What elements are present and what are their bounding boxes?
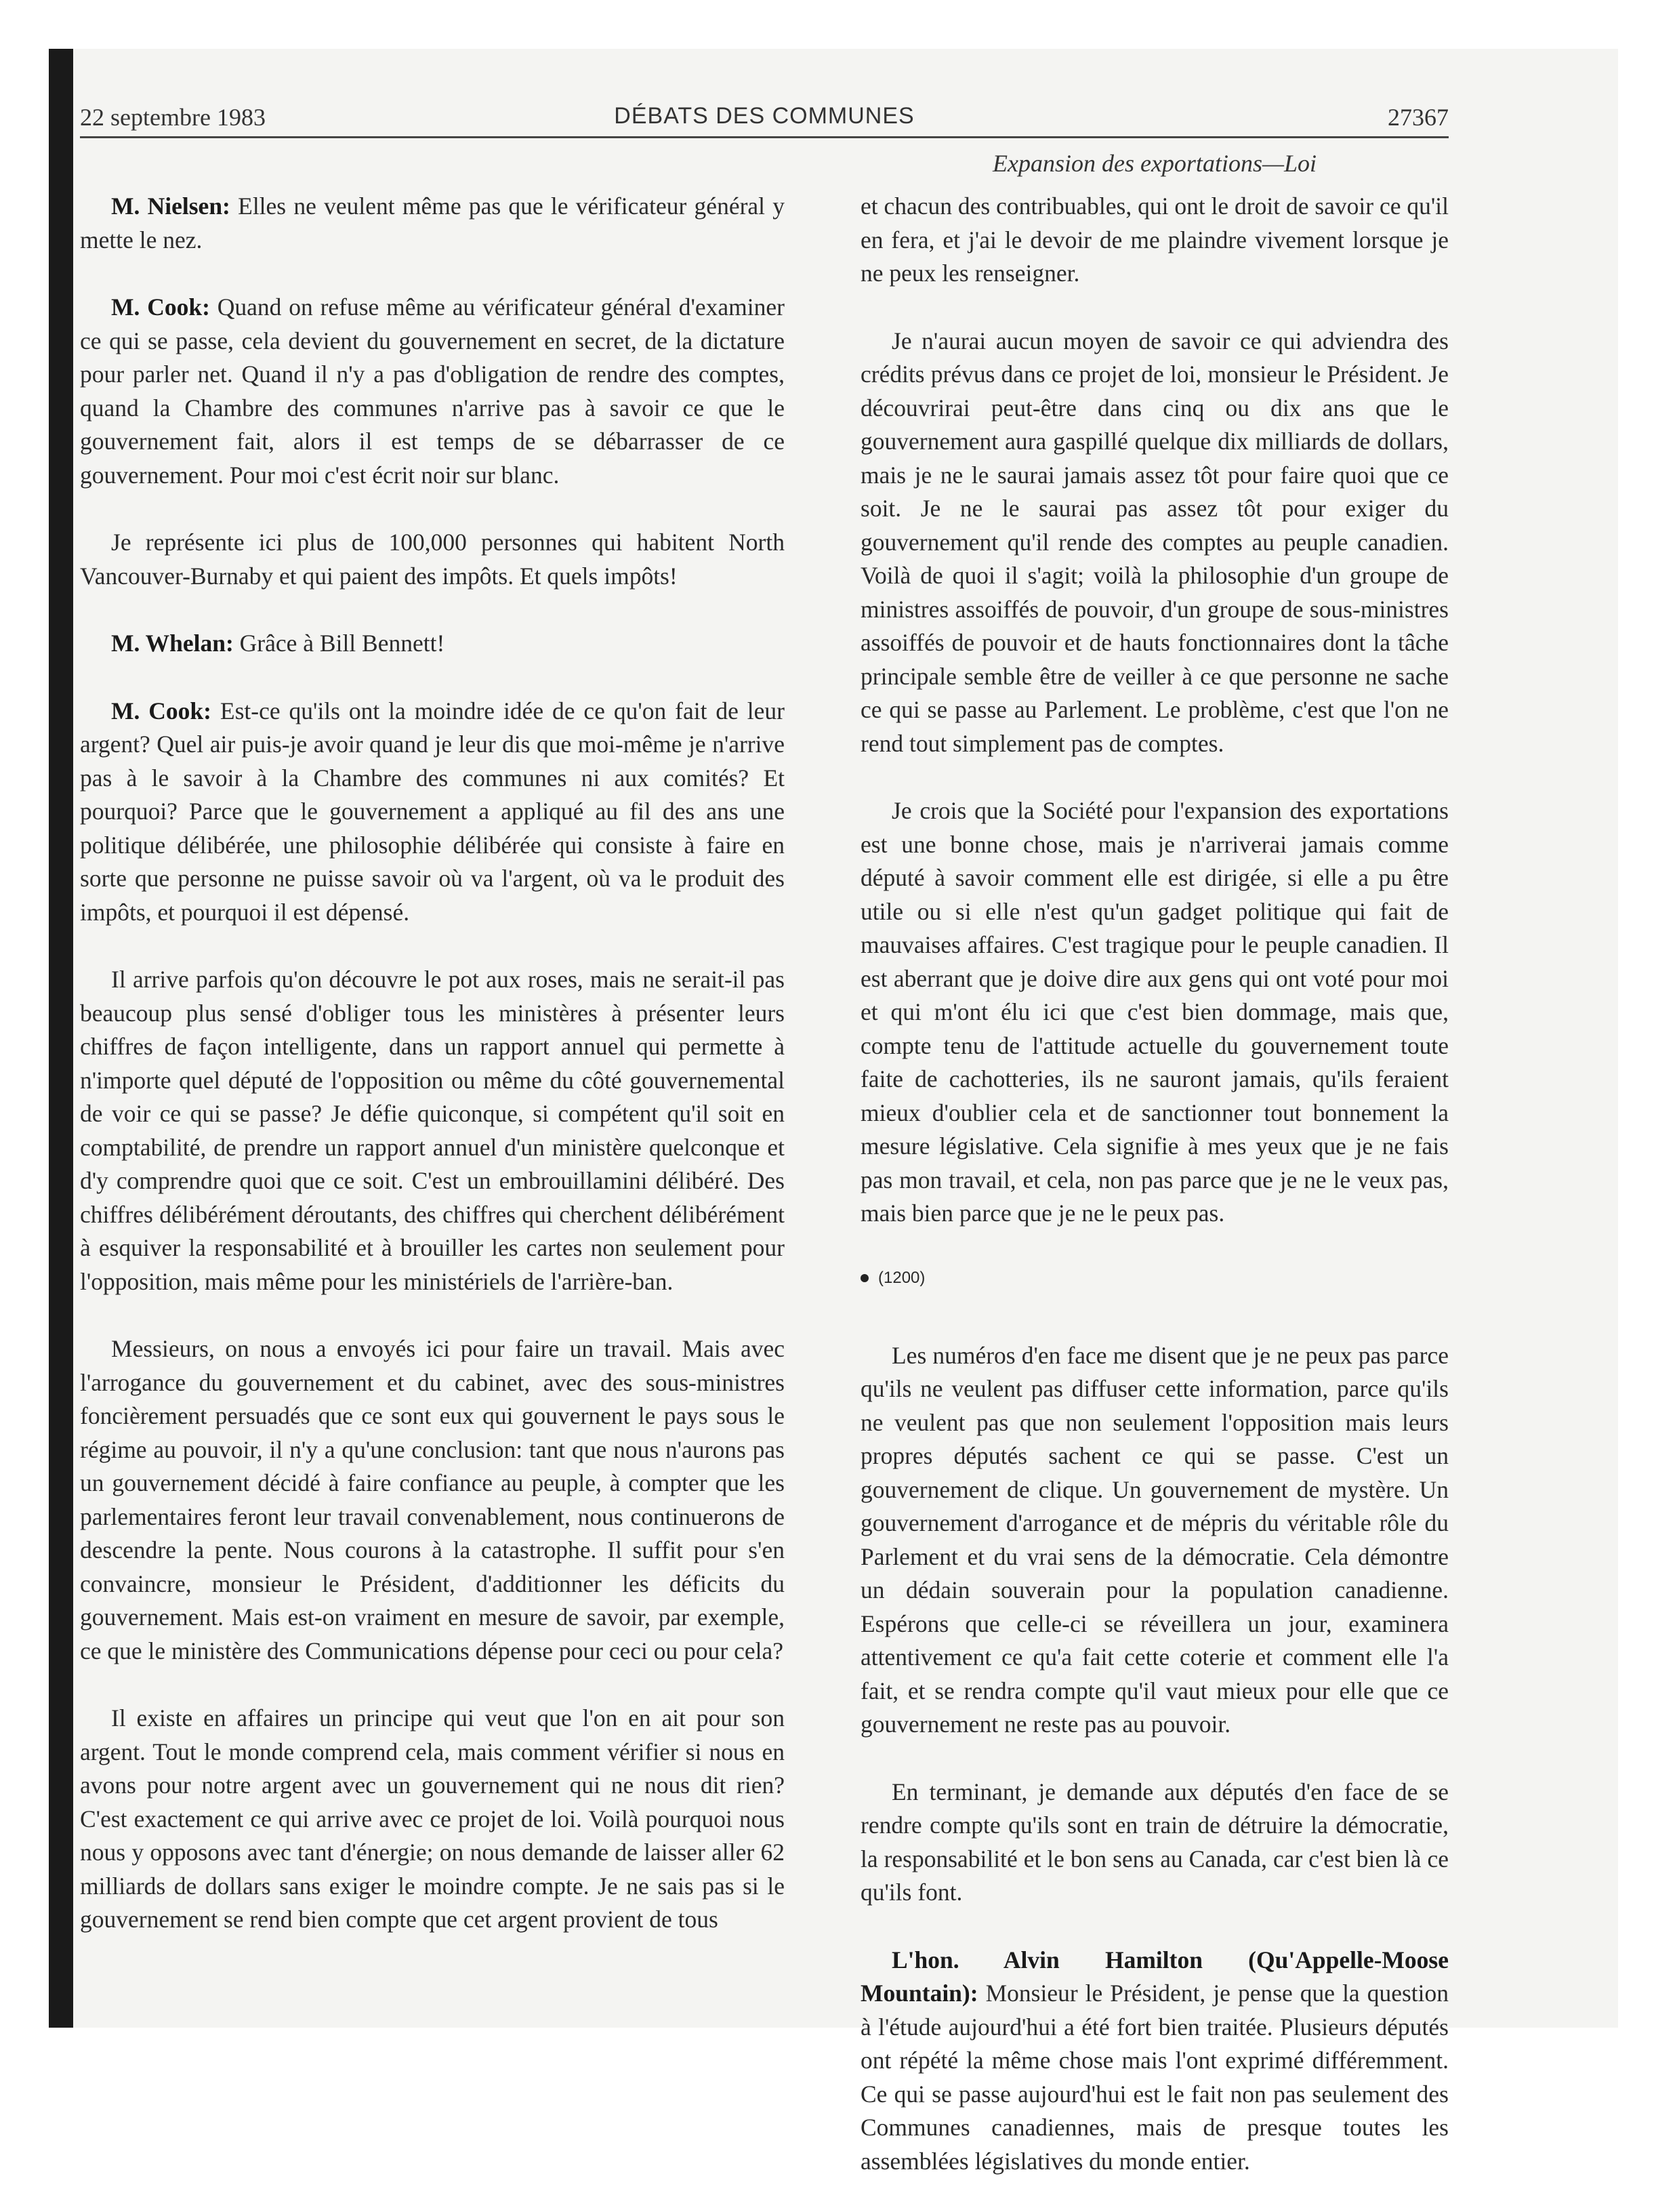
paragraph-text: Je représente ici plus de 100,000 personnes qui habitent North Vancouver-Burnaby et qui paient des impôts. Et quels impôts! (80, 529, 785, 590)
paragraph (80, 526, 785, 593)
paragraph-text: Je crois que la Société pour l'expansion des exportations est une bonne chose, mais je n'arriverai jamais comme député à savoir comment elle est dirigée, si elle a pu être utile ou si elle n'est qu'un gadget politique qui fait de mauvaises affaires. C'est tragique pour le peuple canadien. Il est aberrant que je doive dire aux gens qui ont voté pour moi et qui m'ont élu ici que c'est bien dommage, mais que, compte tenu de l'attitude actuelle du gouvernement toute faite de cachotteries, ils ne sauront jamais, qu'ils feraient mieux d'oublier cela et de sanctionner tout bonnement la mesure législative. Cela signifie à mes yeux que je ne fais pas mon travail, et cela, non pas parce que je ne le veux pas, mais bien parce que je ne le peux pas. (861, 797, 1449, 1227)
paragraph (861, 1776, 1449, 1910)
paragraph-text: Je n'aurai aucun moyen de savoir ce qui adviendra des crédits prévus dans ce projet de loi, monsieur le Président. Je découvrirai peut-être dans cinq ou dix ans que le gouvernement aura gaspillé quelque dix milliards de dollars, mais je ne le saurai jamais assez tôt pour faire quoi que ce soit. Je ne le saurai pas assez tôt pour exiger du gouvernement qu'il rende des comptes au peuple canadien. Voilà de quoi il s'agit; voilà la philosophie d'un groupe de ministres assoiffés de pouvoir, d'un groupe de sous-ministres assoiffés de pouvoir et de hauts fonctionnaires dont la tâche principale semble être de veiller à ce que personne ne sache ce qui se passe au Parlement. Le problème, c'est que l'on ne rend tout simplement pas de comptes. (861, 327, 1449, 757)
timestamp-marker (861, 1265, 1449, 1292)
header-date: 22 septembre 1983 (80, 104, 266, 131)
header-title: DÉBATS DES COMMUNES (614, 103, 915, 129)
paragraph (861, 325, 1449, 761)
speaker-name: M. Cook: (111, 293, 210, 321)
timestamp-text: (1200) (878, 1268, 926, 1287)
speaker-name: M. Nielsen: (111, 192, 230, 220)
right-column (861, 190, 1449, 2212)
paragraph (861, 1339, 1449, 1742)
paragraph (80, 695, 785, 930)
paragraph-text: Les numéros d'en face me disent que je ne peux pas parce qu'ils ne veulent pas diffuser cette information, parce qu'ils ne veulent pas que non seulement l'opposition mais leurs propres députés sachent ce qui se passe. C'est un gouvernement de clique. Un gouvernement de mystère. Un gouvernement d'arrogance et de mépris du véritable rôle du Parlement et du vrai sens de la démocratie. Cela démontre un dédain souverain pour la population canadienne. Espérons que celle-ci se réveillera un jour, examinera attentivement ce qu'a fait cette coterie et comment elle l'a fait, et se rendra compte qu'il vaut mieux pour elle que ce gouvernement ne reste pas au pouvoir. (861, 1341, 1449, 1738)
speaker-name: M. Cook: (111, 697, 212, 724)
paragraph (861, 190, 1449, 291)
left-column (80, 190, 785, 1971)
bullet-icon (861, 1274, 869, 1282)
paragraph (861, 794, 1449, 1231)
paragraph (861, 1944, 1449, 2179)
paragraph-text: Il existe en affaires un principe qui veut que l'on en ait pour son argent. Tout le monde comprend cela, mais comment vérifier si nous en avons pour notre argent avec un gouvernement qui ne nous dit rien? C'est exactement ce qui arrive avec ce projet de loi. Voilà pourquoi nous nous y opposons avec tant d'énergie; on nous demande de laisser aller 62 milliards de dollars sans exiger le moindre compte. Je ne sais pas si le gouvernement se rend bien compte que cet argent provient de tous (80, 1704, 785, 1933)
paragraph-text: Quand on refuse même au vérificateur général d'examiner ce qui se passe, cela devient du gouvernement en secret, de la dictature pour parler net. Quand il n'y a pas d'obligation de rendre des comptes, quand la Chambre des communes n'arrive pas à savoir ce que le gouvernement fait, alors il est temps de se débarrasser de ce gouvernement. Pour moi c'est écrit noir sur blanc. (80, 293, 785, 489)
paragraph-text: Grâce à Bill Bennett! (233, 630, 445, 657)
paragraph (80, 1702, 785, 1937)
paragraph-text: Messieurs, on nous a envoyés ici pour faire un travail. Mais avec l'arrogance du gouvernement et du cabinet, avec des sous-ministres foncièrement persuadés que ce sont eux qui gouvernent le pays sous le régime au pouvoir, il n'y a qu'une conclusion: tant que nous n'aurons pas un gouvernement décidé à faire confiance au peuple, à compter que les parlementaires feront leur travail convenablement, nous continuerons de descendre la pente. Nous courons à la catastrophe. Il suffit pour s'en convaincre, monsieur le Président, d'additionner les déficits du gouvernement. Mais est-on vraiment en mesure de savoir, par exemple, ce que le ministère des Communications dépense pour ceci ou pour cela? (80, 1335, 785, 1664)
paragraph (80, 963, 785, 1298)
scan-edge-bar (49, 49, 73, 2028)
speaker-name: M. Whelan: (111, 630, 234, 657)
paragraph (80, 291, 785, 492)
paragraph-text: Il arrive parfois qu'on découvre le pot aux roses, mais ne serait-il pas beaucoup plus sensé d'obliger tous les ministères à présenter leurs chiffres de façon intelligente, dans un rapport annuel qui permette à n'importe quel député de l'opposition ou même du côté gouvernemental de voir ce qui se passe? Je défie quiconque, si compétent qu'il soit en comptabilité, de prendre un rapport annuel d'un ministère quelconque et d'y comprendre quoi que ce soit. C'est un embrouillamini délibéré. Des chiffres délibérément déroutants, des chiffres qui cherchent délibérément à esquiver la responsabilité et à brouiller les cartes non seulement pour l'opposition, mais même pour les ministériels de l'arrière-ban. (80, 966, 785, 1295)
paragraph-text: Elles ne veulent même pas que le vérificateur général y mette le nez. (80, 192, 785, 253)
header-page-number: 27367 (1388, 104, 1449, 131)
header-rule (80, 136, 1449, 138)
paragraph (80, 627, 785, 661)
speaker-name: L'hon. Alvin Hamilton (Qu'Appelle-Moose Mountain): (861, 1946, 1449, 2007)
paragraph-text: En terminant, je demande aux députés d'en face de se rendre compte qu'ils sont en train de détruire la démocratie, la responsabilité et le bon sens au Canada, car c'est bien là ce qu'ils font. (861, 1778, 1449, 1906)
paragraph (80, 190, 785, 257)
paragraph-text: et chacun des contribuables, qui ont le droit de savoir ce qu'il en fera, et j'ai le devoir de me plaindre vivement lorsque je ne peux les renseigner. (861, 192, 1449, 287)
paragraph-text: Monsieur le Président, je pense que la question à l'étude aujourd'hui a été fort bien traitée. Plusieurs députés ont répété la même chose mais l'ont exprimé différemment. Ce qui se passe aujourd'hui est le fait non pas seulement des Communes canadiennes, mais de presque toutes les assemblées législatives du monde entier. (861, 1980, 1449, 2175)
paragraph (80, 1332, 785, 1668)
paragraph-text: Est-ce qu'ils ont la moindre idée de ce qu'on fait de leur argent? Quel air puis-je avoir quand je leur dis que moi-même je n'arrive pas à le savoir à la Chambre des communes ni aux comités? Et pourquoi? Parce que le gouvernement a appliqué au fil des ans une politique délibérée, une philosophie délibérée qui consiste à faire en sorte que personne ne puisse savoir où va l'argent, où va le produit des impôts, et pourquoi il est dépensé. (80, 697, 785, 926)
running-head: Expansion des exportations—Loi (993, 150, 1317, 177)
